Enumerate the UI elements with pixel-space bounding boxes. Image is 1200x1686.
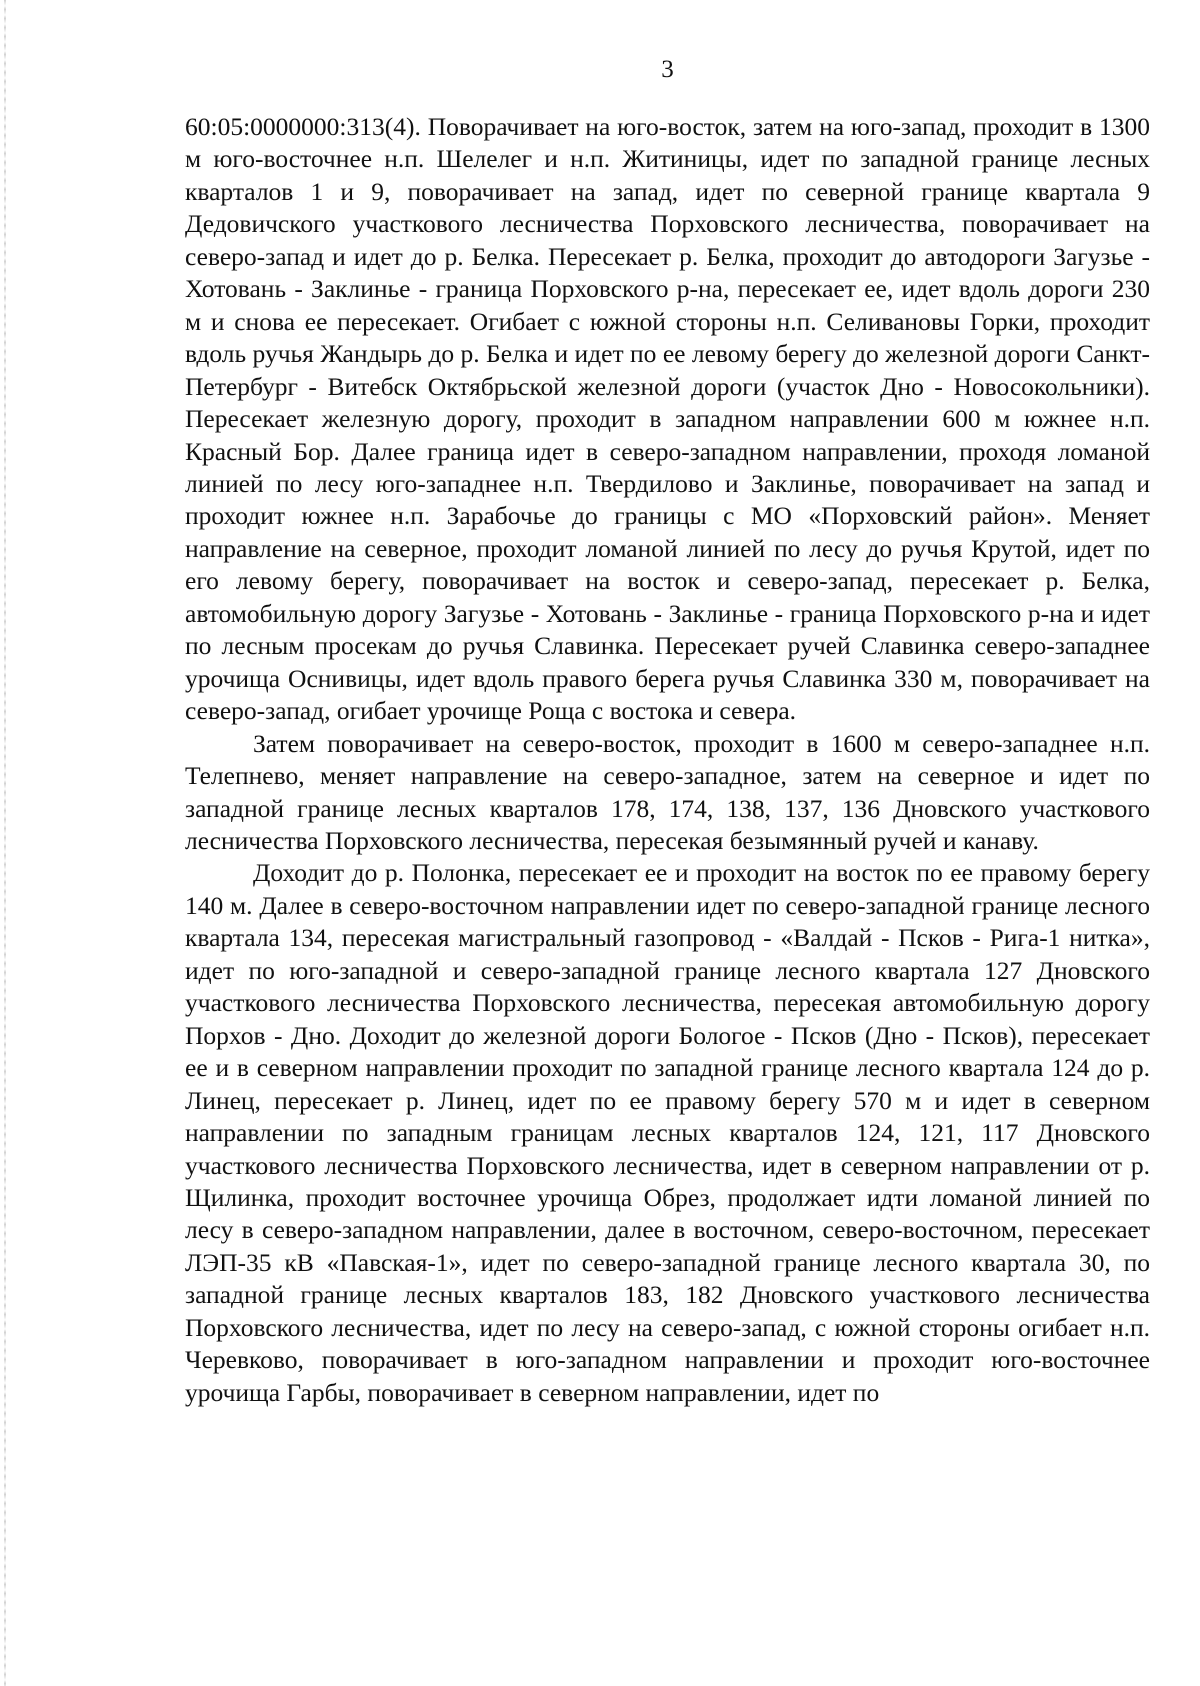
document-body <box>185 111 1150 1409</box>
scan-edge <box>4 0 6 1686</box>
paragraph-1: 60:05:0000000:313(4). Поворачивает на юго-восток, затем на юго-запад, проходит в 1300 м юго-восточнее н.п. Шелелег и н.п. Житиницы, идет по западной границе лесных кварталов 1 и 9, поворачивает на запад, идет по северной границе квартала 9 Дедовичского участкового лесничества Порховского лесничества, поворачивает на северо-запад и идет до р. Белка. Пересекает р. Белка, проходит до автодороги Загузье - Хотовань - Заклинье - граница Порховского р-на, пересекает ее, идет вдоль дороги 230 м и снова ее пересекает. Огибает с южной стороны н.п. Селивановы Горки, проходит вдоль ручья Жандырь до р. Белка и идет по ее левому берегу до железной дороги Санкт-Петербург - Витебск Октябрьской железной дороги (участок Дно - Новосокольники). Пересекает железную дорогу, проходит в западном направлении 600 м южнее н.п. Красный Бор. Далее граница идет в северо-западном направлении, проходя ломаной линией по лесу юго-западнее н.п. Твердилово и Заклинье, поворачивает на запад и проходит южнее н.п. Зарабочье до границы с МО «Порховский район». Меняет направление на северное, проходит ломаной линией по лесу до ручья Крутой, идет по его левому берегу, поворачивает на восток и северо-запад, пересекает р. Белка, автомобильную дорогу Загузье - Хотовань - Заклинье - граница Порховского р-на и идет по лесным просекам до ручья Славинка. Пересекает ручей Славинка северо-западнее урочища Оснивицы, идет вдоль правого берега ручья Славинка 330 м, поворачивает на северо-запад, огибает урочище Роща с востока и севера. <box>185 112 1150 726</box>
page-number: 3 <box>661 56 674 83</box>
paragraph-3: Доходит до р. Полонка, пересекает ее и проходит на восток по ее правому берегу 140 м. Далее в северо-восточном направлении идет по северо-западной границе лесного квартала 134, пересекая магистральный газопровод - «Валдай - Псков - Рига-1 нитка», идет по юго-западной и северо-западной границе лесного квартала 127 Дновского участкового лесничества Порховского лесничества, пересекая автомобильную дорогу Порхов - Дно. Доходит до железной дороги Бологое - Псков (Дно - Псков), пересекает ее и в северном направлении проходит по западной границе лесного квартала 124 до р. Линец, пересекает р. Линец, идет по ее правому берегу 570 м и идет в северном направлении по западным границам лесных кварталов 124, 121, 117 Дновского участкового лесничества Порховского лесничества, идет в северном направлении от р. Щилинка, проходит восточнее урочища Обрез, продолжает идти ломаной линией по лесу в северо-западном направлении, далее в восточном, северо-восточном, пересекает ЛЭП-35 кВ «Павская-1», идет по северо-западной границе лесного квартала 30, по западной границе лесных кварталов 183, 182 Дновского участкового лесничества Порховского лесничества, идет по лесу на северо-запад, с южной стороны огибает н.п. Черевково, поворачивает в юго-западном направлении и проходит юго-восточнее урочища Гарбы, поворачивает в северном направлении, идет по <box>185 858 1150 1407</box>
paragraph-2: Затем поворачивает на северо-восток, проходит в 1600 м северо-западнее н.п. Телепнево, меняет направление на северо-западное, затем на северное и идет по западной границе лесных кварталов 178, 174, 138, 137, 136 Дновского участкового лесничества Порховского лесничества, пересекая безымянный ручей и канаву. <box>185 728 1150 855</box>
